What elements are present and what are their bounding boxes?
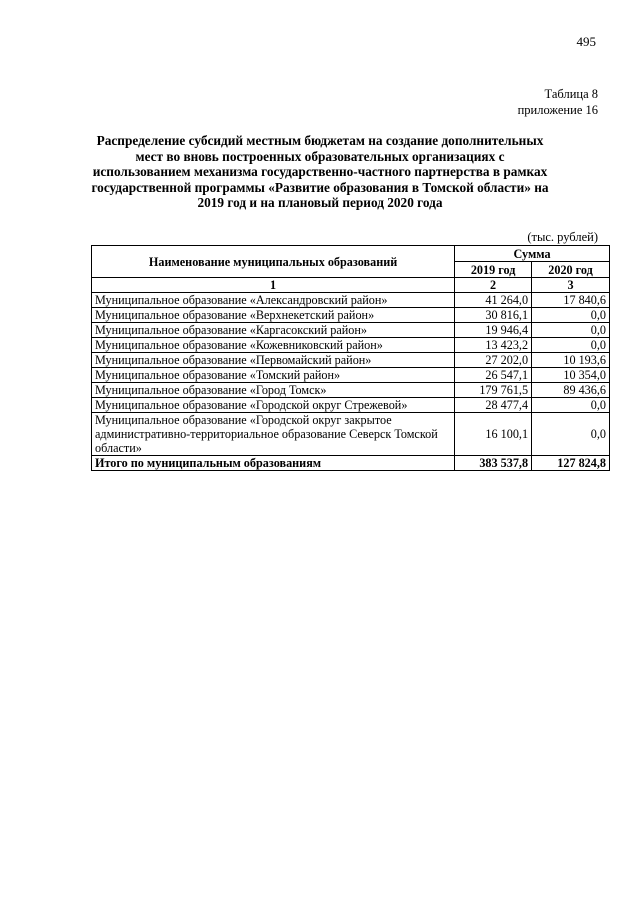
subsidy-table [91, 245, 610, 471]
amount-2020: 0,0 [532, 338, 610, 353]
amount-2019: 19 946,4 [455, 323, 532, 338]
table-reference [518, 87, 598, 118]
table-row [92, 338, 610, 353]
municipality-name: Муниципальное образование «Городской округ Стрежевой» [92, 398, 455, 413]
amount-2019: 13 423,2 [455, 338, 532, 353]
total-2019: 383 537,8 [455, 456, 532, 471]
amount-2019: 30 816,1 [455, 308, 532, 323]
amount-2020: 89 436,6 [532, 383, 610, 398]
amount-2020: 10 193,6 [532, 353, 610, 368]
table-row [92, 323, 610, 338]
amount-2019: 16 100,1 [455, 413, 532, 456]
amount-2020: 0,0 [532, 413, 610, 456]
table-ref-line-2: приложение 16 [517, 102, 598, 117]
amount-2019: 41 264,0 [455, 293, 532, 308]
table-row [92, 398, 610, 413]
header-year-2020: 2020 год [532, 262, 610, 278]
amount-2019: 179 761,5 [455, 383, 532, 398]
municipality-name: Муниципальное образование «Кожевниковский район» [92, 338, 455, 353]
municipality-name: Муниципальное образование «Александровский район» [92, 293, 455, 308]
header-year-2019: 2019 год [455, 262, 532, 278]
amount-2019: 28 477,4 [455, 398, 532, 413]
municipality-name: Муниципальное образование «Первомайский район» [92, 353, 455, 368]
table-row [92, 308, 610, 323]
amount-2020: 17 840,6 [532, 293, 610, 308]
amount-2019: 27 202,0 [455, 353, 532, 368]
table-row [92, 413, 610, 456]
document-title: Распределение субсидий местным бюджетам на создание дополнительных мест во вновь построенных образовательных организациях с использованием механизма государственно-частного партнерства в рамках государственной программы «Развитие образования в Томской области» на 2019 год и на плановый период 2020 года [91, 133, 549, 211]
table-ref-line-1: Таблица 8 [544, 87, 598, 101]
amount-2020: 0,0 [532, 308, 610, 323]
amount-2019: 26 547,1 [455, 368, 532, 383]
table-row [92, 383, 610, 398]
municipality-name: Муниципальное образование «Городской округ закрытое административно-территориальное образование Северск Томской области» [92, 413, 455, 456]
amount-2020: 0,0 [532, 398, 610, 413]
municipality-name: Муниципальное образование «Томский район» [92, 368, 455, 383]
column-index-1: 1 [92, 278, 455, 293]
municipality-name: Муниципальное образование «Город Томск» [92, 383, 455, 398]
units-note: (тыс. рублей) [527, 230, 598, 244]
total-label: Итого по муниципальным образованиям [92, 456, 455, 471]
column-index-3: 3 [532, 278, 610, 293]
amount-2020: 10 354,0 [532, 368, 610, 383]
header-sum: Сумма [455, 246, 610, 262]
table-row [92, 368, 610, 383]
table-row [92, 353, 610, 368]
table-row [92, 293, 610, 308]
municipality-name: Муниципальное образование «Верхнекетский район» [92, 308, 455, 323]
amount-2020: 0,0 [532, 323, 610, 338]
header-name: Наименование муниципальных образований [92, 246, 455, 278]
column-index-2: 2 [455, 278, 532, 293]
page-number: 495 [576, 34, 596, 49]
total-2020: 127 824,8 [532, 456, 610, 471]
total-row [92, 456, 610, 471]
municipality-name: Муниципальное образование «Каргасокский район» [92, 323, 455, 338]
